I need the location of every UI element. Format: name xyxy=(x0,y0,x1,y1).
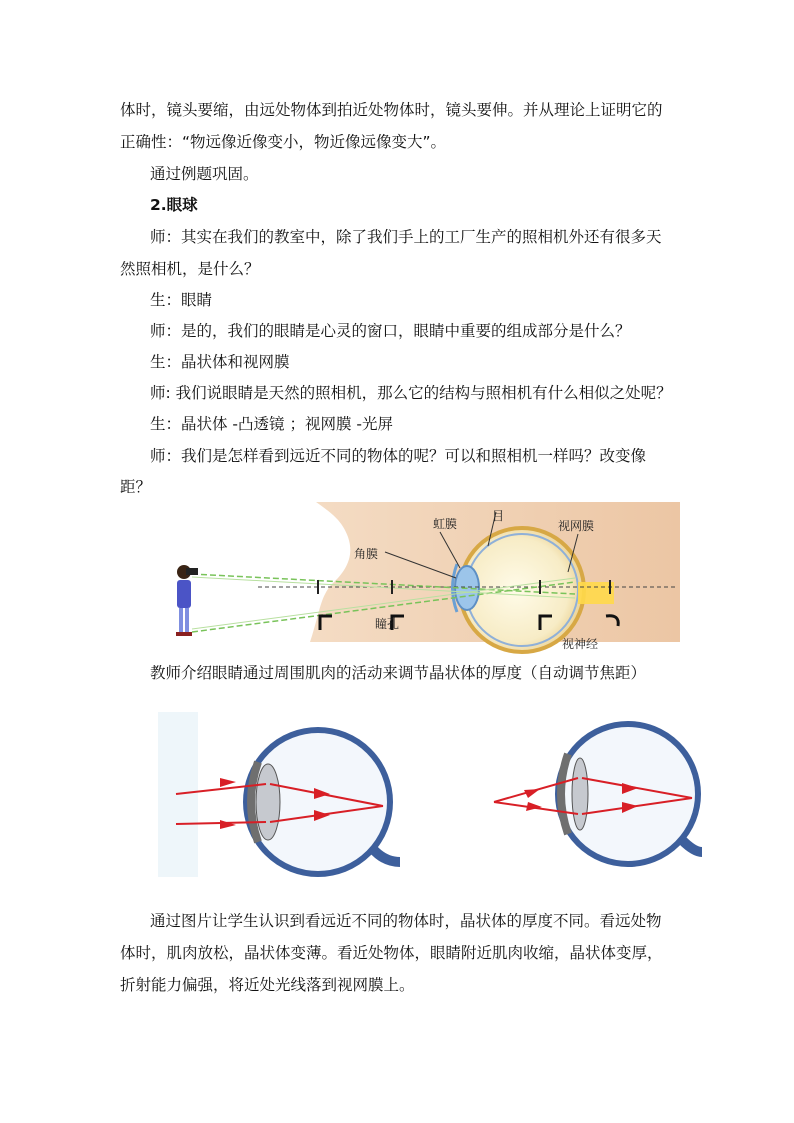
conclusion-line3: 折射能力偏强，将近处光线落到视网膜上。 xyxy=(120,976,415,994)
teacher-line-4b: 距？ xyxy=(120,478,152,496)
far-lens-thin xyxy=(572,758,588,830)
person-leg-left xyxy=(179,608,183,634)
person-shoe-right xyxy=(184,632,192,636)
teacher-line-1b: 然照相机，是什么？ xyxy=(120,260,260,278)
paragraph1-line1: 体时，镜头要缩，由远处物体到拍近处物体时，镜头要伸。并从理论上证明它的 xyxy=(120,101,663,119)
teacher-line-4a: 师：我们是怎样看到远近不同的物体的呢？可以和照相机一样吗？改变像 xyxy=(150,447,647,465)
eye-camera-figure xyxy=(170,502,680,651)
student-line-1: 生：眼睛 xyxy=(150,291,213,309)
student-line-3: 生：晶状体 -凸透镜 ；视网膜 -光屏 xyxy=(150,415,393,433)
near-arrow-1 xyxy=(220,778,236,787)
near-arrow-2 xyxy=(220,820,236,829)
eye-far-focus-diagram xyxy=(488,712,702,877)
label-iris: 虹膜 xyxy=(433,517,458,531)
section-heading: 2.眼球 xyxy=(150,196,198,214)
nerve-glow xyxy=(578,582,614,604)
camera xyxy=(186,568,198,575)
paragraph1-line2: 正确性：“物远像近像变小，物近像远像变大”。 xyxy=(120,133,447,151)
far-arrow-1 xyxy=(524,789,540,798)
figure-caption: 教师介绍眼睛通过周围肌肉的活动来调节晶状体的厚度（自动调节焦距） xyxy=(150,664,647,682)
person-with-camera xyxy=(176,565,198,636)
label-pupil: 瞳孔 xyxy=(375,617,400,631)
person-shoe-left xyxy=(176,632,184,636)
person-leg-right xyxy=(185,608,189,634)
far-optic-nerve xyxy=(682,840,702,852)
teacher-line-2: 师：是的，我们的眼睛是心灵的窗口，眼睛中重要的组成部分是什么？ xyxy=(150,322,631,340)
label-nerve-cut: 视神经 xyxy=(562,637,599,651)
near-optic-nerve xyxy=(372,848,400,862)
eye-near-focus-diagram xyxy=(158,712,398,877)
near-lens-thick xyxy=(256,764,280,840)
teacher-line-1a: 师：其实在我们的教室中，除了我们手上的工厂生产的照相机外还有很多天 xyxy=(150,228,662,246)
conclusion-line2: 体时，肌肉放松，晶状体变薄。看近处物体，眼睛附近肌肉收缩，晶状体变厚， xyxy=(120,944,663,962)
example-note: 通过例题巩固。 xyxy=(150,165,259,183)
far-arrow-2 xyxy=(526,802,542,811)
student-line-2: 生：晶状体和视网膜 xyxy=(150,353,290,371)
person-torso xyxy=(177,580,191,608)
teacher-line-3: 师: 我们说眼睛是天然的照相机，那么它的结构与照相机有什么相似之处呢？ xyxy=(150,384,672,402)
conclusion-line1: 通过图片让学生认识到看远近不同的物体时，晶状体的厚度不同。看远处物 xyxy=(150,912,662,930)
label-cornea: 角膜 xyxy=(354,547,379,561)
label-retina: 视网膜 xyxy=(558,519,595,533)
label-top-cut: 目 xyxy=(492,509,505,523)
